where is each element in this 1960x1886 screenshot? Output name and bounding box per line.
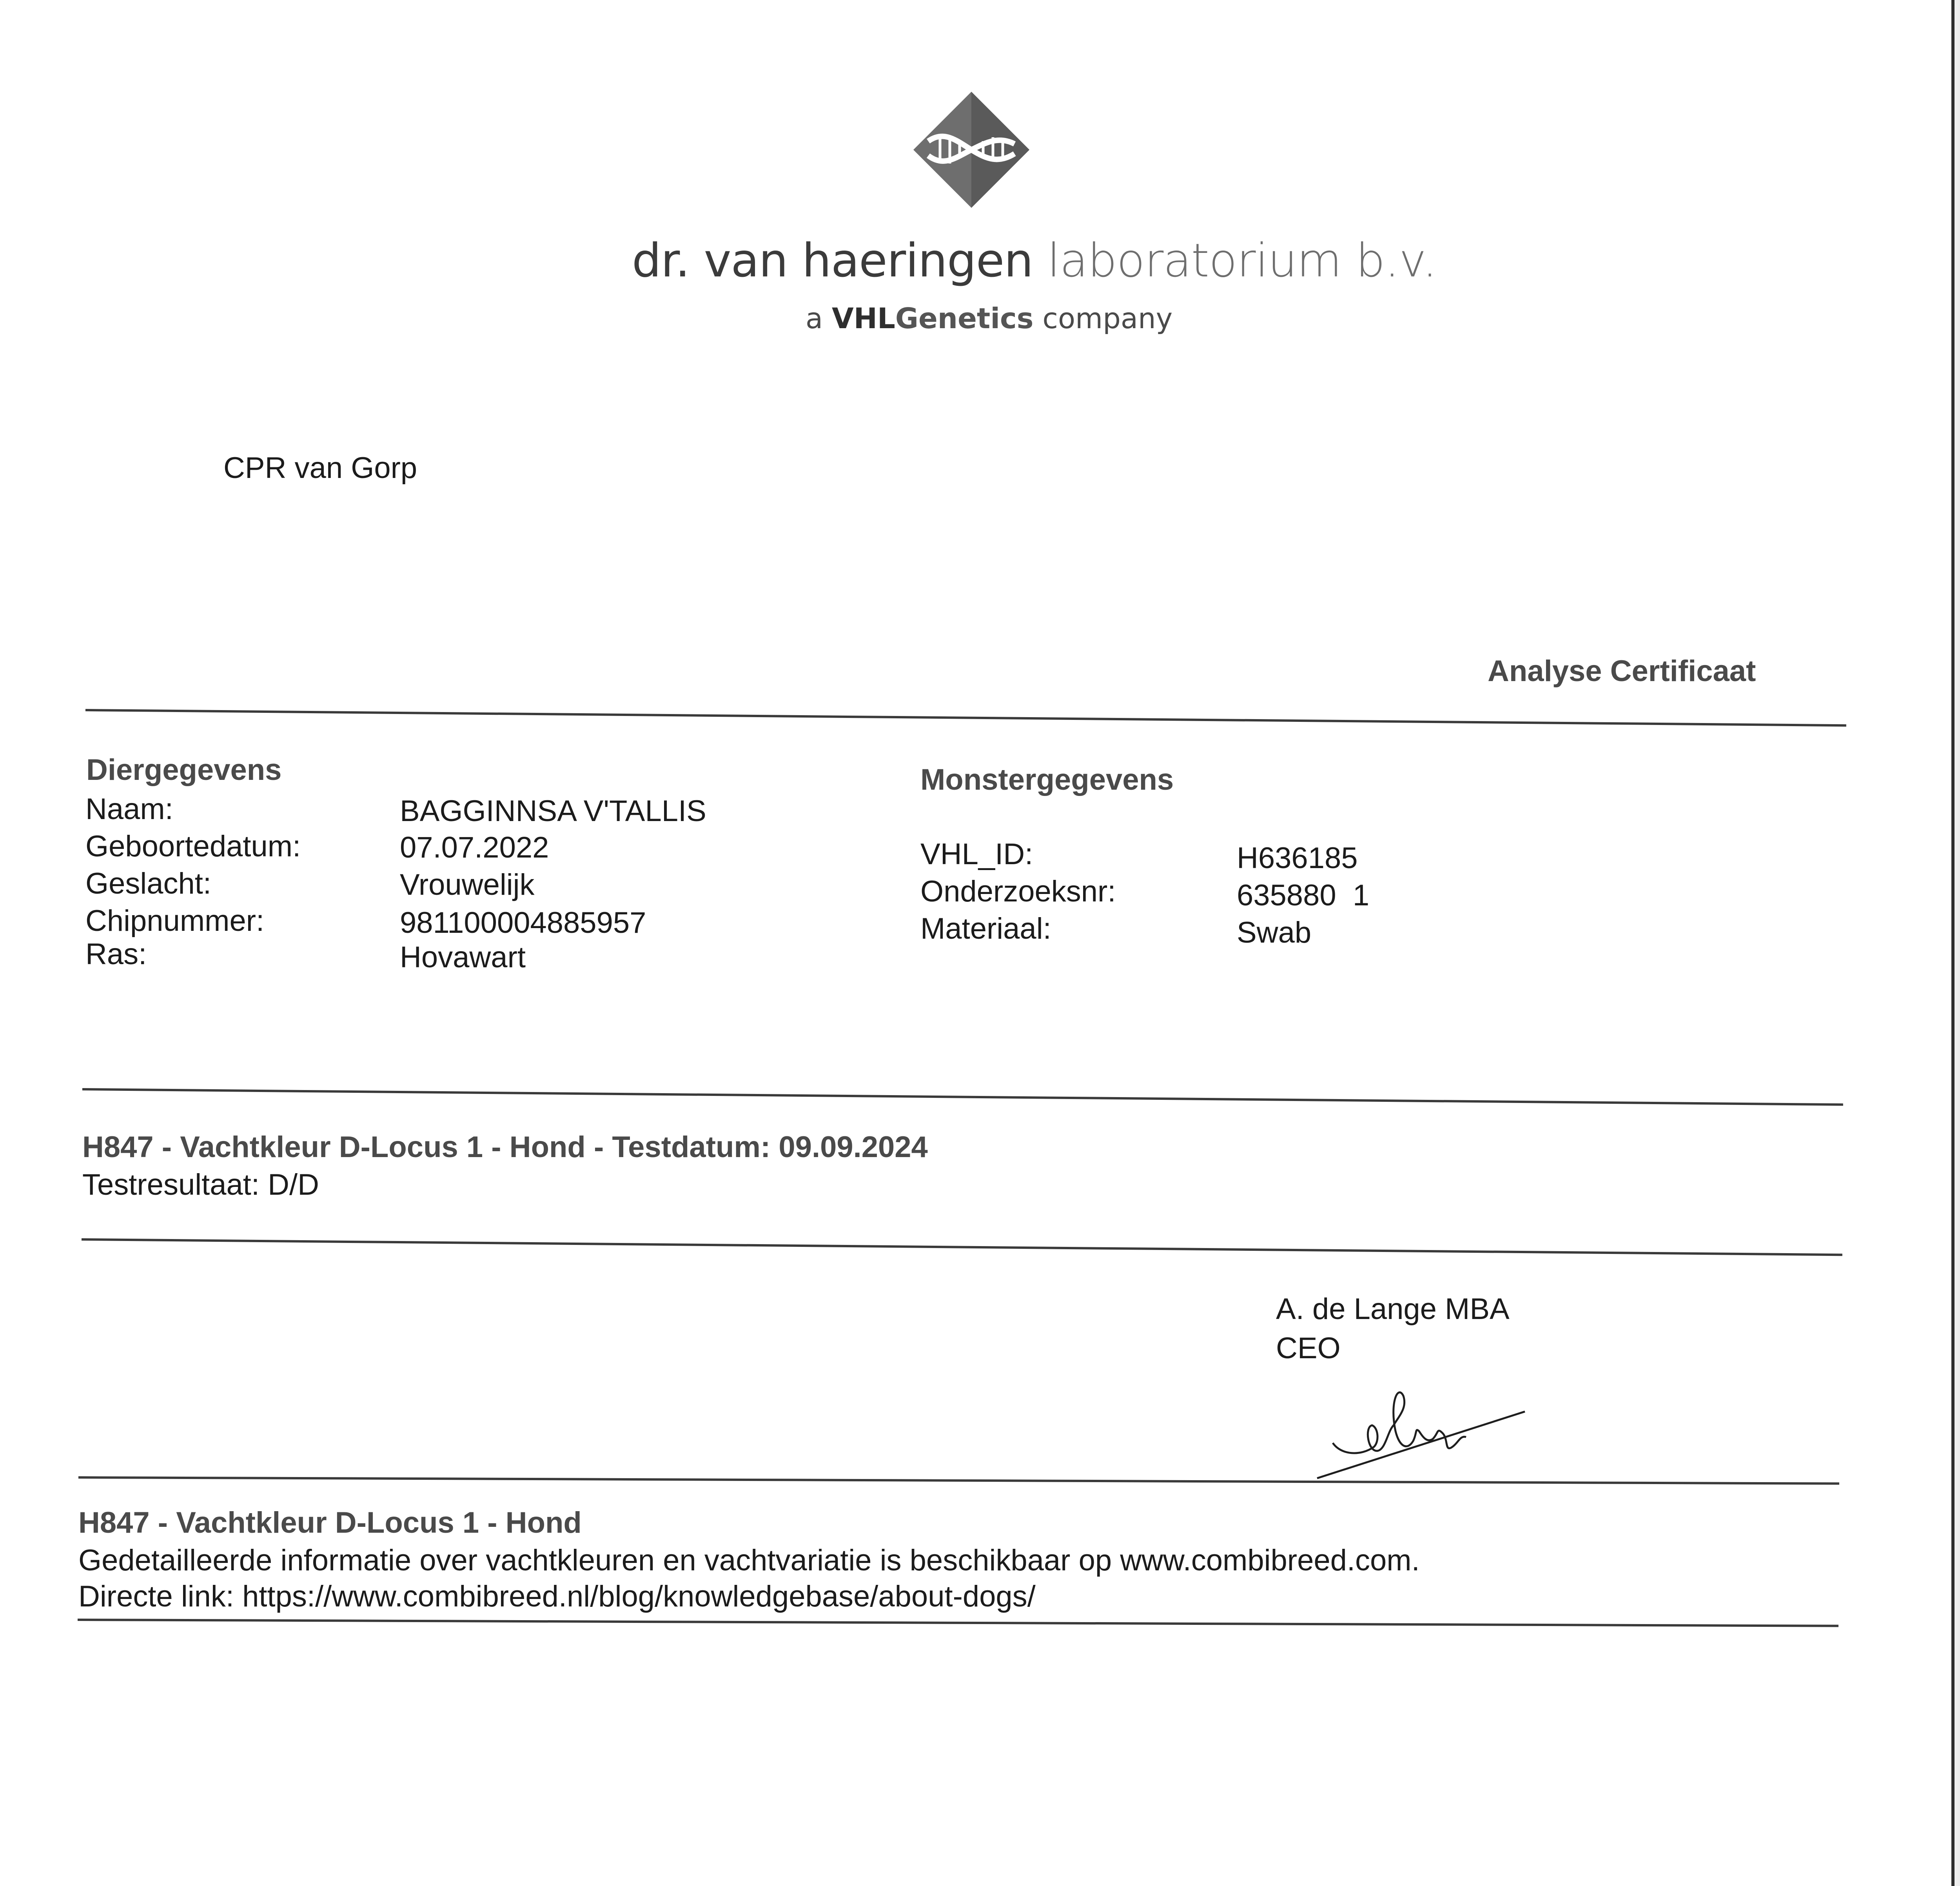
scan-page-edge <box>1954 0 1960 1886</box>
animal-label-sex: Geslacht: <box>85 867 212 900</box>
company-name <box>632 233 1437 287</box>
recipient: CPR van Gorp <box>223 451 417 485</box>
sample-value-research-nr: 635880 1 <box>1237 879 1370 912</box>
animal-value-sex: Vrouwelijk <box>400 868 535 901</box>
signatory-role: CEO <box>1276 1332 1341 1365</box>
animal-label-chip: Chipnummer: <box>85 904 265 938</box>
sample-label-vhl-id: VHL_ID: <box>920 838 1033 871</box>
company-name-dark: dr. van haeringen <box>632 233 1033 287</box>
subtitle-suffix: company <box>1042 302 1173 335</box>
sample-value-material: Swab <box>1237 916 1312 949</box>
animal-label-name: Naam: <box>85 792 173 826</box>
divider-test-end <box>82 1238 1842 1256</box>
subtitle-prefix: a <box>806 302 823 335</box>
animal-label-breed: Ras: <box>85 938 147 971</box>
divider-top <box>85 709 1846 727</box>
signatory-name: A. de Lange MBA <box>1276 1292 1510 1326</box>
sample-value-vhl-id: H636185 <box>1237 841 1358 875</box>
handwritten-signature-icon <box>1309 1368 1529 1486</box>
divider-bottom <box>78 1619 1838 1627</box>
animal-label-birthdate: Geboortedatum: <box>85 830 301 863</box>
test-result: Testresultaat: D/D <box>82 1168 319 1201</box>
animal-value-breed: Hovawart <box>400 941 526 974</box>
divider-animal-end <box>82 1088 1843 1106</box>
subtitle-brand-vhl: VHL <box>832 302 895 335</box>
animal-value-name: BAGGINNSA V'TALLIS <box>400 794 706 828</box>
animal-heading: Diergegevens <box>86 753 282 787</box>
dna-diamond-logo-icon <box>913 91 1030 209</box>
divider-signature-end <box>78 1476 1839 1485</box>
info-title: H847 - Vachtkleur D-Locus 1 - Hond <box>78 1506 582 1539</box>
company-subtitle <box>806 302 1172 335</box>
info-line-1: Gedetailleerde informatie over vachtkleuren en vachtvariatie is beschikbaar op www.combibreed.com. <box>78 1544 1420 1577</box>
animal-value-chip: 981100004885957 <box>400 906 646 939</box>
subtitle-brand-genetics: Genetics <box>895 302 1034 335</box>
animal-value-birthdate: 07.07.2022 <box>400 831 549 864</box>
scan-page-edge-line <box>1951 0 1955 1886</box>
sample-label-research-nr: Onderzoeksnr: <box>920 875 1116 908</box>
sample-label-material: Materiaal: <box>920 912 1051 945</box>
company-name-light: laboratorium b.v. <box>1047 233 1437 287</box>
document-title: Analyse Certificaat <box>1488 654 1756 688</box>
test-title: H847 - Vachtkleur D-Locus 1 - Hond - Testdatum: 09.09.2024 <box>82 1130 928 1164</box>
sample-heading: Monstergegevens <box>920 763 1174 796</box>
info-line-2: Directe link: https://www.combibreed.nl/blog/knowledgebase/about-dogs/ <box>78 1580 1036 1613</box>
